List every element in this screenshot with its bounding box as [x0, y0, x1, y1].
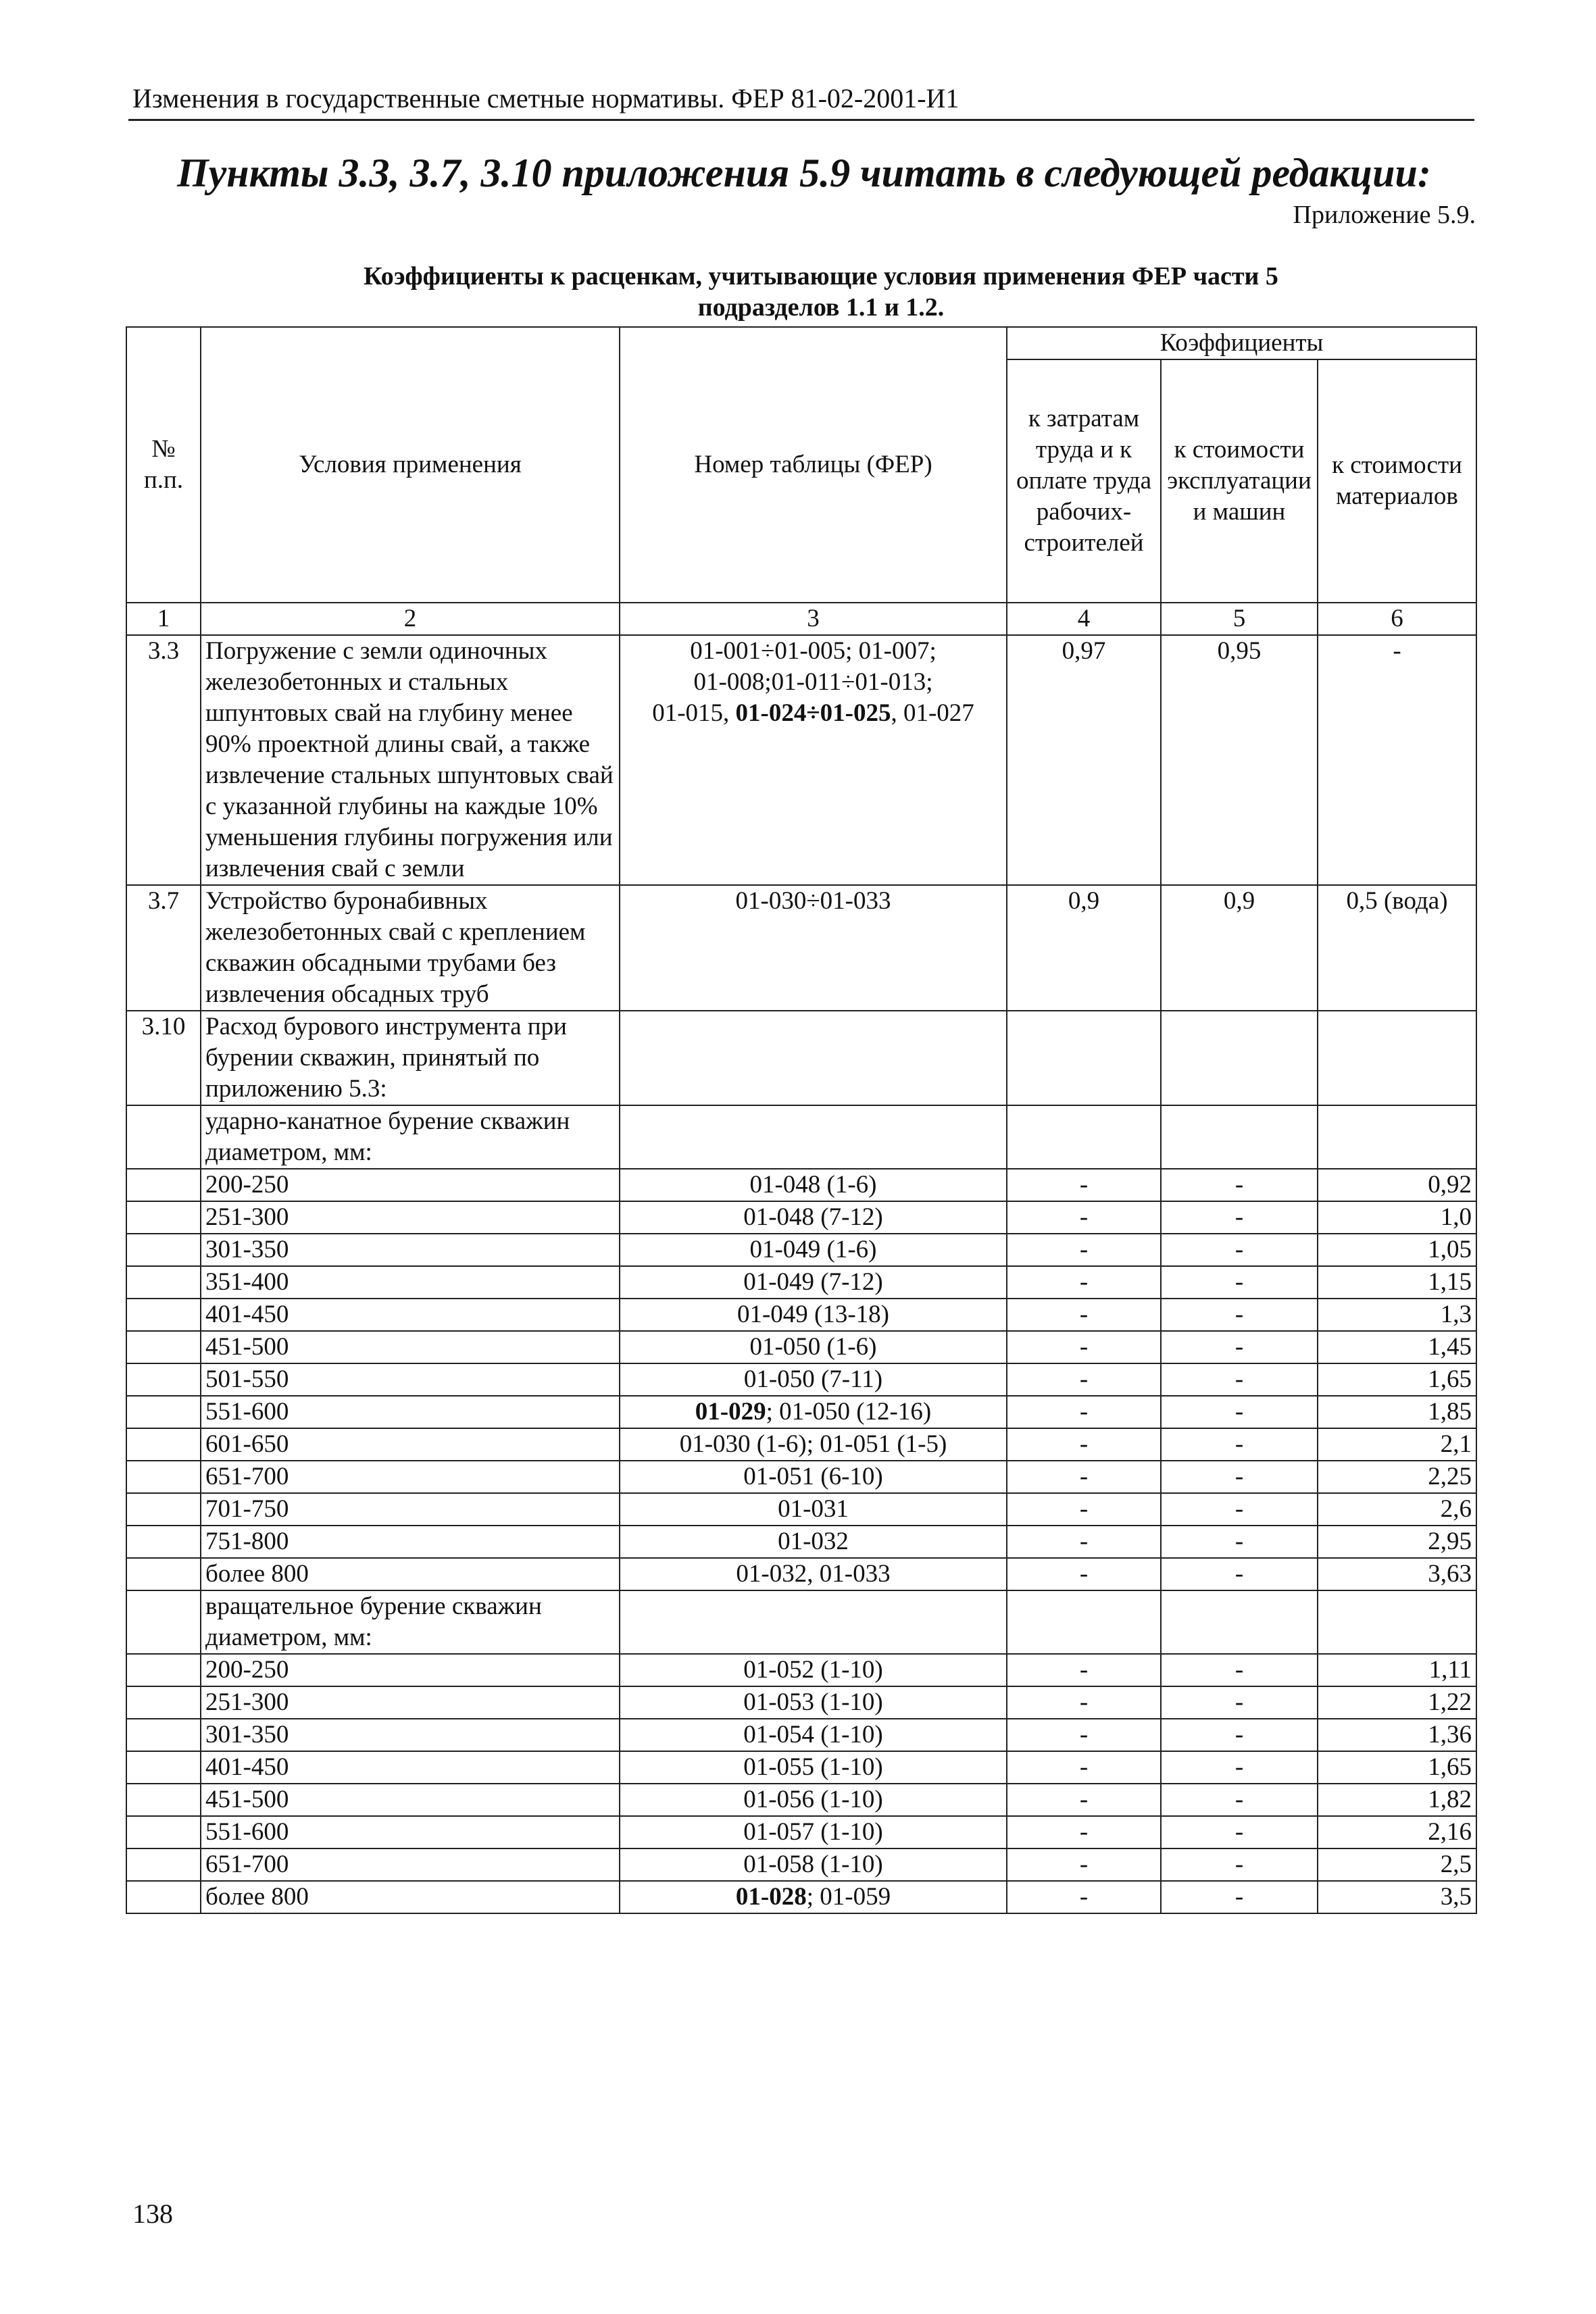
row-table-no [620, 1654, 1007, 1686]
table-row [126, 1331, 1476, 1363]
row-machines: - [1161, 1816, 1318, 1848]
row-table-no [620, 1363, 1007, 1396]
row-labor: - [1007, 1654, 1161, 1686]
page-number: 138 [132, 2198, 173, 2229]
row-materials: 1,0 [1318, 1201, 1476, 1234]
table-no-part: 01-052 (1-10) [743, 1656, 883, 1684]
table-caption-line2: подразделов 1.1 и 1.2. [697, 293, 945, 322]
row-num [126, 1461, 201, 1493]
header-table-no: Номер таблицы (ФЕР) [620, 327, 1007, 603]
row-num [126, 1848, 201, 1881]
coefficients-table [126, 326, 1477, 1914]
row-labor: - [1007, 1558, 1161, 1590]
row-table-no [620, 1169, 1007, 1201]
row-materials: 1,15 [1318, 1266, 1476, 1299]
row-table-no [620, 1396, 1007, 1428]
table-row-3-3 [126, 635, 1476, 885]
table-row [126, 1751, 1476, 1784]
row-table-no [620, 1201, 1007, 1234]
row-materials: 0,5 (вода) [1318, 885, 1476, 1011]
table-no-part: 01-051 (6-10) [743, 1463, 883, 1490]
page-title: Пункты 3.3, 3.7, 3.10 приложения 5.9 читать в следующей редакции: [177, 151, 1431, 195]
table-no-part: ; 01-050 (12-16) [766, 1398, 932, 1426]
table-no-part: 01-057 (1-10) [743, 1818, 883, 1846]
row-machines: - [1161, 1428, 1318, 1461]
row-materials: 2,1 [1318, 1428, 1476, 1461]
table-no-part: , 01-027 [891, 699, 974, 727]
table-caption-line1: Коэффициенты к расценкам, учитывающие условия применения ФЕР части 5 [364, 262, 1278, 291]
subsection-title: ударно-канатное бурение скважин диаметром, мм: [201, 1105, 620, 1169]
table-row-3-10 [126, 1011, 1476, 1105]
row-labor: - [1007, 1363, 1161, 1396]
table-row [126, 1784, 1476, 1816]
header-row-1 [126, 327, 1476, 359]
row-materials: - [1318, 635, 1476, 885]
row-machines: - [1161, 1848, 1318, 1881]
row-num [126, 1526, 201, 1558]
row-machines: - [1161, 1299, 1318, 1331]
appendix-label: Приложение 5.9. [1293, 201, 1476, 229]
row-diameter: 351-400 [201, 1266, 620, 1299]
row-diameter: 451-500 [201, 1331, 620, 1363]
col-number: 4 [1007, 603, 1161, 635]
row-labor: - [1007, 1493, 1161, 1526]
row-num [126, 1266, 201, 1299]
table-row [126, 1201, 1476, 1234]
row-materials: 3,5 [1318, 1881, 1476, 1913]
table-row [126, 1881, 1476, 1913]
row-diameter: 751-800 [201, 1526, 620, 1558]
row-conditions: Расход бурового инструмента при бурении скважин, принятый по приложению 5.3: [201, 1011, 620, 1105]
row-diameter: более 800 [201, 1881, 620, 1913]
row-table-no [620, 1266, 1007, 1299]
row-table-no [620, 1331, 1007, 1363]
table-row [126, 1686, 1476, 1719]
row-diameter: 451-500 [201, 1784, 620, 1816]
row-machines: - [1161, 1266, 1318, 1299]
row-conditions: Устройство буронабивных железобетонных свай с креплением скважин обсадными трубами без извлечения обсадных труб [201, 885, 620, 1011]
row-machines: - [1161, 1396, 1318, 1428]
row-diameter: 301-350 [201, 1719, 620, 1751]
col-number: 1 [126, 603, 201, 635]
col-number: 6 [1318, 603, 1476, 635]
table-row [126, 1266, 1476, 1299]
row-num [126, 1331, 201, 1363]
row-labor: - [1007, 1881, 1161, 1913]
row-table-no: 01-030÷01-033 [620, 885, 1007, 1011]
col-number: 2 [201, 603, 620, 635]
row-labor: - [1007, 1751, 1161, 1784]
table-no-part: 01-049 (13-18) [737, 1301, 890, 1328]
row-num: 3.7 [126, 885, 201, 1011]
row-machines: - [1161, 1234, 1318, 1266]
row-num [126, 1428, 201, 1461]
row-materials: 1,45 [1318, 1331, 1476, 1363]
row-num [126, 1751, 201, 1784]
row-table-no [620, 635, 1007, 885]
row-machines: 0,95 [1161, 635, 1318, 885]
row-conditions: Погружение с земли одиночных железобетонных и стальных шпунтовых свай на глубину менее 90% проектной длины свай, а также извлечение стальных шпунтовых свай с указанной глубины на каждые 10% уменьшения глубины погружения или извлечения свай с земли [201, 635, 620, 885]
row-num [126, 1493, 201, 1526]
table-no-line: 01-001÷01-005; 01-007; [690, 637, 937, 665]
row-machines: - [1161, 1751, 1318, 1784]
row-table-no [620, 1719, 1007, 1751]
table-row [126, 1363, 1476, 1396]
header-rule [128, 119, 1474, 121]
row-machines: - [1161, 1331, 1318, 1363]
table-row [126, 1719, 1476, 1751]
row-labor: - [1007, 1331, 1161, 1363]
row-diameter: 301-350 [201, 1234, 620, 1266]
subsection-title: вращательное бурение скважин диаметром, мм: [201, 1590, 620, 1654]
row-machines: - [1161, 1784, 1318, 1816]
table-row [126, 1461, 1476, 1493]
row-machines: - [1161, 1654, 1318, 1686]
table-no-line [624, 698, 1002, 729]
row-num [126, 1396, 201, 1428]
row-diameter: 701-750 [201, 1493, 620, 1526]
header-machines: к стоимости эксплуатации и машин [1161, 359, 1318, 603]
row-labor: - [1007, 1784, 1161, 1816]
row-diameter: 651-700 [201, 1461, 620, 1493]
table-no-bold-part: 01-028 [735, 1883, 807, 1911]
row-machines: - [1161, 1201, 1318, 1234]
header-coefficients: Коэффициенты [1007, 327, 1476, 359]
row-machines: - [1161, 1493, 1318, 1526]
table-no-part: 01-054 (1-10) [743, 1721, 883, 1749]
table-no-bold-part: 01-029 [695, 1398, 766, 1426]
row-num [126, 1784, 201, 1816]
row-num [126, 1234, 201, 1266]
row-labor: - [1007, 1396, 1161, 1428]
row-machines: - [1161, 1169, 1318, 1201]
row-materials: 2,6 [1318, 1493, 1476, 1526]
row-diameter: 200-250 [201, 1654, 620, 1686]
header-labor: к затратам труда и к оплате труда рабочих-строителей [1007, 359, 1161, 603]
row-materials: 1,85 [1318, 1396, 1476, 1428]
table-row [126, 1299, 1476, 1331]
row-diameter: 401-450 [201, 1299, 620, 1331]
table-no-part: 01-048 (7-12) [743, 1203, 883, 1231]
table-no-part: 01-049 (7-12) [743, 1268, 883, 1296]
table-no-part: 01-053 (1-10) [743, 1688, 883, 1716]
row-num: 3.10 [126, 1011, 201, 1105]
row-table-no [620, 1526, 1007, 1558]
row-labor: - [1007, 1201, 1161, 1234]
row-num [126, 1719, 201, 1751]
header-conditions: Условия применения [201, 327, 620, 603]
table-row [126, 1169, 1476, 1201]
table-row [126, 1396, 1476, 1428]
row-materials: 1,36 [1318, 1719, 1476, 1751]
row-materials: 1,05 [1318, 1234, 1476, 1266]
row-table-no [620, 1751, 1007, 1784]
row-labor: 0,9 [1007, 885, 1161, 1011]
row-labor: - [1007, 1526, 1161, 1558]
row-machines: - [1161, 1881, 1318, 1913]
table-no-part: 01-056 (1-10) [743, 1786, 883, 1813]
table-row [126, 1654, 1476, 1686]
table-no-part: 01-049 (1-6) [749, 1236, 877, 1263]
row-num [126, 1654, 201, 1686]
row-table-no [620, 1881, 1007, 1913]
row-num [126, 1558, 201, 1590]
row-table-no [620, 1848, 1007, 1881]
row-diameter: 551-600 [201, 1816, 620, 1848]
row-materials: 1,82 [1318, 1784, 1476, 1816]
running-header: Изменения в государственные сметные нормативы. ФЕР 81-02-2001-И1 [132, 83, 959, 114]
row-machines: - [1161, 1558, 1318, 1590]
row-table-no [620, 1558, 1007, 1590]
row-num: 3.3 [126, 635, 201, 885]
row-diameter: более 800 [201, 1558, 620, 1590]
row-materials: 1,3 [1318, 1299, 1476, 1331]
table-caption [291, 261, 1351, 323]
row-materials: 1,65 [1318, 1363, 1476, 1396]
row-labor: 0,97 [1007, 635, 1161, 885]
row-diameter: 501-550 [201, 1363, 620, 1396]
row-num [126, 1881, 201, 1913]
row-materials: 3,63 [1318, 1558, 1476, 1590]
row-diameter: 200-250 [201, 1169, 620, 1201]
subsection-rotary [126, 1590, 1476, 1654]
table-row [126, 1428, 1476, 1461]
table-no-part: ; 01-059 [806, 1883, 891, 1911]
table-no-part: 01-055 (1-10) [743, 1753, 883, 1781]
column-numbers-row [126, 603, 1476, 635]
row-num [126, 1169, 201, 1201]
row-materials: 1,65 [1318, 1751, 1476, 1784]
row-table-no [620, 1816, 1007, 1848]
row-machines: - [1161, 1461, 1318, 1493]
row-diameter: 251-300 [201, 1201, 620, 1234]
row-machines: - [1161, 1526, 1318, 1558]
row-labor: - [1007, 1719, 1161, 1751]
table-row [126, 1493, 1476, 1526]
table-row [126, 1234, 1476, 1266]
row-materials: 1,22 [1318, 1686, 1476, 1719]
row-materials: 1,11 [1318, 1654, 1476, 1686]
table-row [126, 1848, 1476, 1881]
row-materials: 0,92 [1318, 1169, 1476, 1201]
subsection-percussion [126, 1105, 1476, 1169]
table-no-part: 01-048 (1-6) [749, 1171, 877, 1199]
table-row [126, 1816, 1476, 1848]
row-machines: 0,9 [1161, 885, 1318, 1011]
row-diameter: 551-600 [201, 1396, 620, 1428]
row-diameter: 601-650 [201, 1428, 620, 1461]
row-labor: - [1007, 1848, 1161, 1881]
header-num: № п.п. [126, 327, 201, 603]
row-num [126, 1816, 201, 1848]
row-table-no [620, 1428, 1007, 1461]
row-materials: 2,5 [1318, 1848, 1476, 1881]
row-num [126, 1299, 201, 1331]
row-table-no [620, 1299, 1007, 1331]
row-labor: - [1007, 1816, 1161, 1848]
row-materials: 2,95 [1318, 1526, 1476, 1558]
col-number: 3 [620, 603, 1007, 635]
table-row-3-7 [126, 885, 1476, 1011]
row-table-no [620, 1686, 1007, 1719]
row-num [126, 1686, 201, 1719]
row-num [126, 1363, 201, 1396]
row-labor: - [1007, 1234, 1161, 1266]
table-no-part: 01-031 [778, 1495, 849, 1523]
row-materials: 2,25 [1318, 1461, 1476, 1493]
row-labor: - [1007, 1461, 1161, 1493]
row-table-no [620, 1461, 1007, 1493]
row-labor: - [1007, 1686, 1161, 1719]
table-row [126, 1558, 1476, 1590]
table-no-part: 01-015, [652, 699, 736, 727]
row-labor: - [1007, 1299, 1161, 1331]
table-no-bold-part: 01-024÷01-025 [735, 699, 891, 727]
header-materials: к стоимости материалов [1318, 359, 1476, 603]
row-labor: - [1007, 1266, 1161, 1299]
table-no-part: 01-032, 01-033 [736, 1560, 891, 1588]
row-machines: - [1161, 1363, 1318, 1396]
row-labor: - [1007, 1169, 1161, 1201]
row-table-no [620, 1493, 1007, 1526]
row-materials: 2,16 [1318, 1816, 1476, 1848]
row-diameter: 401-450 [201, 1751, 620, 1784]
row-diameter: 651-700 [201, 1848, 620, 1881]
table-row [126, 1526, 1476, 1558]
table-no-part: 01-030 (1-6); 01-051 (1-5) [679, 1430, 947, 1458]
table-no-part: 01-058 (1-10) [743, 1851, 883, 1878]
row-machines: - [1161, 1686, 1318, 1719]
table-no-part: 01-050 (1-6) [749, 1333, 877, 1361]
table-no-part: 01-032 [778, 1528, 849, 1555]
table-no-part: 01-050 (7-11) [743, 1365, 883, 1393]
row-diameter: 251-300 [201, 1686, 620, 1719]
row-labor: - [1007, 1428, 1161, 1461]
row-table-no [620, 1784, 1007, 1816]
col-number: 5 [1161, 603, 1318, 635]
row-num [126, 1201, 201, 1234]
row-machines: - [1161, 1719, 1318, 1751]
row-table-no [620, 1234, 1007, 1266]
table-no-line: 01-008;01-011÷01-013; [693, 668, 933, 696]
